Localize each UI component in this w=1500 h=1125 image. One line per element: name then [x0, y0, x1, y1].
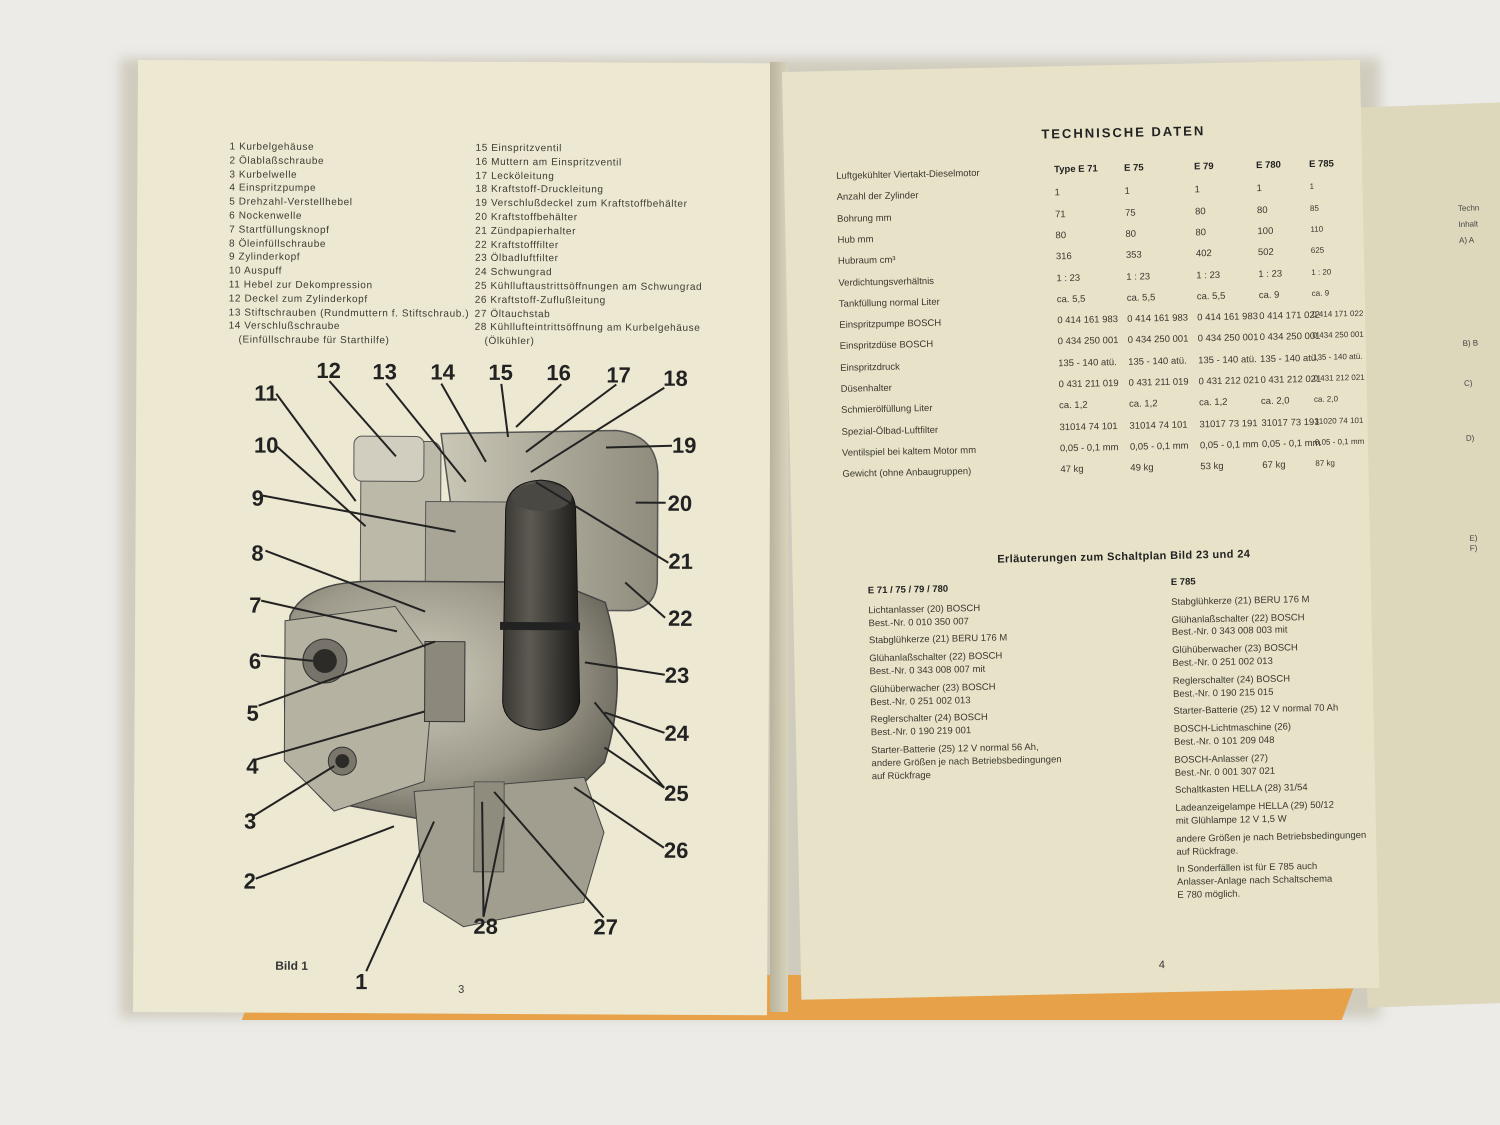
callout-19: 19	[671, 432, 697, 458]
tech-row-label: Einspritzdruck	[840, 361, 900, 374]
tech-cell: 0 431 212 021	[1260, 373, 1322, 387]
tech-cell: 80	[1194, 205, 1206, 217]
legend-item: 5 Drehzahl-Verstellhebel	[229, 196, 353, 209]
tech-cell: 0 414 161 983	[1197, 311, 1259, 324]
tech-cell: 53 kg	[1200, 461, 1224, 473]
legend-item: 26 Kraftstoff-Zuflußleitung	[474, 294, 606, 307]
tech-cell: 0 434 250 001	[1312, 330, 1364, 341]
wiring-line: Stabglühkerze (21) BERU 176 M	[868, 632, 1008, 647]
tech-cell: 0 434 250 001	[1127, 333, 1189, 347]
tech-row-label: Tankfüllung normal Liter	[838, 296, 940, 310]
wiring-line: Stabglühkerze (21) BERU 176 M	[1171, 593, 1310, 608]
callout-18: 18	[663, 365, 688, 391]
wiring-line: Starter-Batterie (25) 12 V normal 56 Ah,	[871, 741, 1039, 757]
legend-item: 19 Verschlußdeckel zum Kraftstoffbehälter	[475, 197, 688, 211]
tech-header-2: E 79	[1193, 160, 1214, 173]
callout-17: 17	[606, 362, 631, 388]
tech-cell: 625	[1310, 245, 1325, 256]
tech-cell: 31014 74 101	[1059, 420, 1118, 433]
tech-cell: 1	[1194, 184, 1200, 196]
callout-23: 23	[664, 662, 690, 688]
wiring-line: Starter-Batterie (25) 12 V normal 70 Ah	[1173, 702, 1339, 718]
tech-cell: 0 414 161 983	[1057, 314, 1119, 327]
tech-row-label: Hubraum cm³	[837, 254, 896, 268]
tech-row-label: Einspritzdüse BOSCH	[839, 339, 934, 353]
tech-cell: 1	[1256, 183, 1262, 195]
callout-4: 4	[246, 753, 259, 779]
legend-item: 18 Kraftstoff-Druckleitung	[475, 184, 604, 196]
callout-27: 27	[593, 914, 619, 940]
tech-row-label: Einspritzpumpe BOSCH	[839, 317, 942, 331]
tech-cell: 67 kg	[1262, 459, 1286, 472]
tech-cell: 80	[1125, 228, 1137, 240]
callout-28: 28	[473, 913, 499, 939]
tech-cell: 100	[1257, 225, 1274, 237]
callout-26: 26	[663, 837, 689, 863]
tech-cell: 135 - 140 atü.	[1312, 351, 1363, 362]
wiring-line: E 780 möglich.	[1177, 888, 1241, 901]
legend-item: 15 Einspritzventil	[475, 142, 562, 155]
tech-cell: ca. 5,5	[1126, 292, 1156, 304]
callout-1: 1	[355, 969, 368, 995]
wiring-line: Ladeanzeigelampe HELLA (29) 50/12	[1175, 799, 1335, 815]
wiring-line: Best.-Nr. 0 251 002 013	[870, 694, 971, 708]
wiring-line: BOSCH-Anlasser (27)	[1174, 752, 1269, 766]
legend-item: 17 Lecköleitung	[475, 170, 555, 182]
legend-item: 11 Hebel zur Dekompression	[228, 279, 373, 292]
tech-cell: 135 - 140 atü.	[1198, 353, 1257, 367]
tech-row-label: Hub mm	[837, 234, 874, 246]
legend-item: (Ölkühler)	[484, 335, 535, 348]
page-number-right: 4	[1158, 959, 1166, 972]
legend-item: 12 Deckel zum Zylinderkopf	[228, 293, 368, 305]
wiring-line: Best.-Nr. 0 010 350 007	[868, 615, 970, 629]
tech-cell: 1	[1309, 182, 1315, 192]
wiring-line: Glühanlaßschalter (22) BOSCH	[869, 650, 1003, 665]
tech-cell: 31017 73 191	[1261, 416, 1320, 429]
wiring-line: Best.-Nr. 0 251 002 013	[1172, 655, 1273, 669]
tech-row-label: Spezial-Ölbad-Luftfilter	[841, 424, 939, 438]
tech-header-1: E 75	[1123, 162, 1144, 174]
tech-cell: ca. 1,2	[1198, 397, 1228, 409]
wiring-line: Reglerschalter (24) BOSCH	[870, 712, 988, 726]
legend-item: 24 Schwungrad	[474, 266, 553, 279]
tech-cell: 135 - 140 atü.	[1260, 352, 1319, 365]
wiring-line: Lichtanlasser (20) BOSCH	[868, 602, 981, 617]
wiring-line: Glühanlaßschalter (22) BOSCH	[1171, 611, 1305, 626]
wiring-column-title: E 71 / 75 / 79 / 780	[867, 583, 949, 597]
tech-header-0: Type E 71	[1053, 163, 1098, 176]
tech-cell: 0,05 - 0,1 mm	[1059, 441, 1119, 455]
tech-cell: 0 434 250 001	[1057, 335, 1119, 348]
tech-row-label: Ventilspiel bei kaltem Motor mm	[841, 444, 977, 459]
tech-cell: 135 - 140 atü.	[1058, 356, 1117, 369]
legend-item: 23 Ölbadluftfilter	[474, 253, 559, 265]
tech-cell: 0 431 211 019	[1128, 376, 1189, 389]
legend-item: 16 Muttern am Einspritzventil	[475, 156, 622, 169]
legend-item: 21 Zündpapierhalter	[475, 225, 577, 238]
wiring-line: Glühüberwacher (23) BOSCH	[1172, 642, 1298, 657]
tech-row-label: Schmierölfüllung Liter	[840, 403, 933, 417]
callout-2: 2	[243, 868, 257, 894]
callout-12: 12	[316, 357, 341, 384]
callout-3: 3	[243, 808, 257, 834]
wiring-line: Schaltkasten HELLA (28) 31/54	[1175, 782, 1308, 797]
callout-22: 22	[668, 605, 693, 631]
callout-11: 11	[254, 380, 278, 406]
legend-item: (Einfüllschraube für Starthilfe)	[238, 334, 390, 347]
tech-row-label: Gewicht (ohne Anbaugruppen)	[842, 466, 972, 481]
tech-cell: 85	[1309, 203, 1319, 213]
next-page-fragment: Techn	[1457, 203, 1480, 214]
wiring-line: auf Rückfrage.	[1176, 845, 1239, 858]
callout-13: 13	[372, 359, 397, 385]
legend-item: 7 Startfüllungsknopf	[229, 224, 330, 236]
tech-cell: 502	[1257, 246, 1274, 259]
tech-cell: 87 kg	[1315, 458, 1335, 469]
tech-cell: 1 : 23	[1126, 270, 1151, 283]
wiring-line: BOSCH-Lichtmaschine (26)	[1173, 721, 1292, 736]
callout-10: 10	[253, 432, 279, 458]
callout-7: 7	[249, 592, 262, 618]
wiring-line: Best.-Nr. 0 343 008 003 mit	[1171, 624, 1288, 639]
tech-cell: 47 kg	[1060, 463, 1084, 476]
tech-cell: 75	[1124, 207, 1136, 219]
next-page-fragment: B) B	[1462, 338, 1479, 348]
tech-cell: 353	[1125, 249, 1142, 262]
callout-8: 8	[251, 540, 264, 566]
wiring-line: andere Größen je nach Betriebsbedingungen	[871, 754, 1062, 770]
legend-item: 6 Nockenwelle	[229, 210, 303, 222]
tech-cell: 31014 74 101	[1129, 419, 1188, 432]
wiring-line: Reglerschalter (24) BOSCH	[1172, 673, 1291, 687]
next-page-fragment: C)	[1463, 378, 1473, 388]
tech-cell: 31017 73 191	[1199, 417, 1258, 430]
tech-cell: 0 431 212 021	[1313, 372, 1365, 383]
wiring-line: Best.-Nr. 0 190 219 001	[870, 725, 972, 739]
tech-cell: 31020 74 101	[1314, 415, 1364, 426]
wiring-line: Best.-Nr. 0 001 307 021	[1174, 765, 1276, 779]
tech-cell: 71	[1054, 208, 1066, 220]
next-page-fragment: E)	[1469, 533, 1478, 543]
tech-cell: ca. 5,5	[1196, 290, 1226, 303]
tech-data-title: TECHNISCHE DATEN	[1041, 123, 1206, 142]
tech-row-label: Bohrung mm	[836, 212, 892, 225]
tech-header-3: E 780	[1255, 159, 1282, 172]
next-page-fragment: A) A	[1458, 235, 1475, 246]
legend-item: 22 Kraftstofffilter	[475, 239, 559, 251]
tech-cell: 49 kg	[1130, 462, 1154, 474]
legend-item: 8 Öleinfüllschraube	[229, 238, 327, 250]
tech-cell: 1	[1054, 187, 1061, 199]
legend-item: 9 Zylinderkopf	[228, 251, 301, 264]
legend-item: 28 Kühllufteintrittsöffnung am Kurbelgehäuse	[474, 322, 701, 335]
tech-cell: ca. 5,5	[1056, 293, 1086, 306]
next-page-fragment: F)	[1469, 543, 1478, 553]
tech-row-label: Düsenhalter	[840, 382, 892, 395]
tech-cell: 0,05 - 0,1 mm	[1314, 436, 1365, 447]
next-page-fragment: Inhalt	[1458, 219, 1479, 230]
tech-cell: 1 : 23	[1056, 272, 1081, 284]
tech-row-label: Verdichtungsverhältnis	[838, 275, 935, 289]
wiring-line: Best.-Nr. 0 343 008 007 mit	[869, 663, 986, 678]
legend-item: 20 Kraftstoffbehälter	[475, 211, 578, 224]
tech-cell: 0,05 - 0,1 mm	[1129, 440, 1189, 453]
tech-cell: 0 431 211 019	[1058, 378, 1119, 391]
legend-item: 2 Ölablaßschraube	[229, 155, 325, 167]
legend-item: 1 Kurbelgehäuse	[229, 141, 315, 153]
legend-item: 13 Stiftschrauben (Rundmuttern f. Stiftschraub.)	[228, 307, 470, 320]
tech-cell: 0,05 - 0,1 mm	[1261, 437, 1321, 450]
tech-row-label: Luftgekühlter Viertakt-Dieselmotor	[836, 167, 980, 182]
tech-cell: ca. 9	[1311, 288, 1330, 298]
legend-item: 10 Auspuff	[228, 265, 283, 277]
callout-15: 15	[488, 359, 513, 385]
wiring-column-b	[1171, 573, 1368, 908]
callout-5: 5	[246, 700, 259, 726]
next-page-fragment: D)	[1465, 433, 1475, 443]
wiring-line: mit Glühlampe 12 V 1,5 W	[1175, 813, 1287, 827]
tech-cell: 316	[1055, 251, 1072, 263]
tech-cell: 135 - 140 atü.	[1128, 355, 1187, 368]
wiring-line: In Sonderfällen ist für E 785 auch	[1176, 861, 1318, 876]
tech-cell: ca. 2,0	[1313, 394, 1339, 405]
tech-cell: 0 434 250 001	[1197, 332, 1259, 345]
wiring-line: Anlasser-Anlage nach Schaltschema	[1176, 873, 1333, 889]
legend-item: 4 Einspritzpumpe	[229, 182, 317, 195]
tech-cell: 80	[1195, 227, 1207, 239]
tech-cell: ca. 9	[1258, 289, 1280, 301]
callout-6: 6	[248, 648, 262, 674]
tech-cell: 1	[1124, 186, 1130, 198]
callout-20: 20	[667, 490, 693, 516]
legend-item: 3 Kurbelwelle	[229, 169, 298, 181]
wiring-line: andere Größen je nach Betriebsbedingungen	[1176, 829, 1367, 845]
tech-cell: ca. 1,2	[1058, 399, 1088, 412]
tech-cell: 0 414 171 022	[1312, 308, 1364, 320]
tech-cell: 0 414 171 022	[1259, 309, 1321, 323]
wiring-line: Best.-Nr. 0 101 209 048	[1174, 734, 1275, 748]
legend-item: 27 Öltauchstab	[474, 308, 551, 320]
tech-cell: 0 434 250 001	[1259, 331, 1321, 344]
left-page	[133, 60, 772, 1015]
callout-21: 21	[668, 548, 693, 574]
callout-25: 25	[664, 780, 689, 806]
tech-cell: 0,05 - 0,1 mm	[1199, 438, 1259, 452]
tech-row-label: Anzahl der Zylinder	[836, 190, 919, 204]
tech-cell: ca. 1,2	[1128, 398, 1158, 411]
tech-cell: 1 : 20	[1311, 267, 1332, 277]
wiring-subtitle: Erläuterungen zum Schaltplan Bild 23 und 24	[997, 548, 1251, 566]
tech-cell: 80	[1256, 204, 1268, 216]
tech-cell: 80	[1055, 229, 1067, 242]
right-page	[782, 60, 1379, 1000]
tech-cell: 110	[1310, 224, 1324, 234]
wiring-line: Glühüberwacher (23) BOSCH	[869, 681, 996, 696]
callout-16: 16	[546, 360, 571, 386]
tech-cell: ca. 2,0	[1260, 395, 1290, 408]
figure-caption: Bild 1	[275, 958, 308, 973]
callout-9: 9	[251, 485, 265, 511]
callout-14: 14	[430, 359, 455, 385]
wiring-column-a	[868, 581, 1062, 788]
wiring-line: auf Rückfrage	[871, 769, 932, 782]
tech-cell: 0 414 161 983	[1127, 312, 1189, 325]
page-number-left: 3	[458, 983, 465, 996]
tech-cell: 1 : 23	[1196, 269, 1221, 281]
tech-cell: 0 431 212 021	[1198, 375, 1260, 388]
engine-illustration	[133, 60, 772, 1015]
legend-item: 25 Kühlluftaustrittsöffnungen am Schwungrad	[474, 280, 703, 293]
wiring-column-title: E 785	[1170, 576, 1196, 588]
callout-24: 24	[664, 720, 690, 746]
tech-header-4: E 785	[1308, 158, 1334, 170]
tech-cell: 1 : 23	[1258, 268, 1283, 280]
wiring-line: Best.-Nr. 0 190 215 015	[1172, 686, 1274, 700]
tech-cell: 402	[1195, 248, 1212, 260]
legend-item: 14 Verschlußschraube	[228, 320, 341, 333]
